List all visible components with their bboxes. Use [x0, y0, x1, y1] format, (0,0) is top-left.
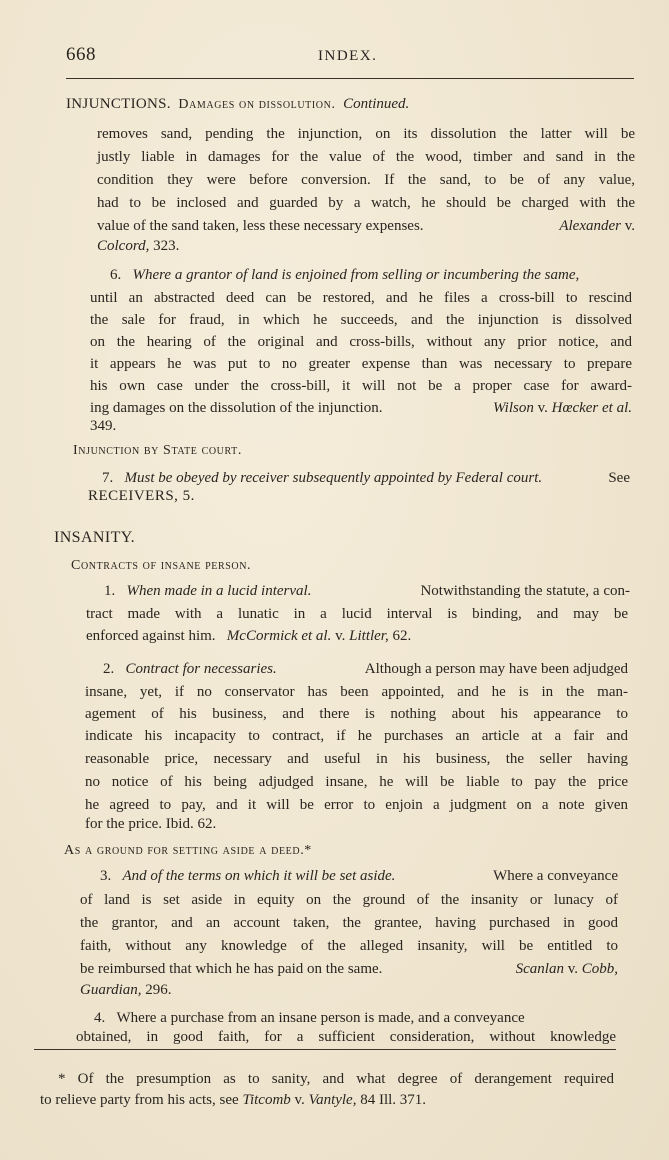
injunctions-heading-line: [66, 93, 409, 116]
text-line: no notice of his being adjudged insane, he will be liable to pay the price: [85, 774, 628, 790]
text-line: obtained, in good faith, for a sufficient consideration, without knowledge: [76, 1029, 616, 1045]
text: value of the sand taken, less these necessary expenses.: [97, 218, 424, 234]
case-name: Alexander: [559, 218, 621, 234]
item-title: And of the terms on which it will be set aside.: [122, 868, 396, 884]
item-title: Must be obeyed by receiver subsequently appointed by Federal court.: [124, 470, 543, 486]
case-name: Colcord,: [97, 238, 150, 254]
running-title: INDEX.: [318, 48, 378, 64]
case-name: Wilson: [492, 400, 534, 416]
citation-page: 323.: [153, 238, 180, 254]
header-rule: [66, 78, 634, 79]
insanity-heading: INSANITY.: [54, 529, 136, 546]
footnote-line-with-citation: [40, 1089, 426, 1111]
cross-reference-receivers: RECEIVERS, 5.: [88, 488, 195, 504]
versus: v.: [624, 218, 635, 234]
case-name: McCormick et al.: [226, 628, 332, 644]
text: be reimbursed that which he has paid on the same.: [80, 961, 383, 977]
text-line: justly liable in damages for the value of the wood, timber and sand in the: [97, 149, 635, 165]
versus: v.: [567, 961, 578, 977]
text-line: for the price. Ibid. 62.: [85, 816, 217, 832]
case-name: Littler,: [349, 628, 389, 644]
running-head: [66, 44, 631, 68]
text: enforced against him.: [86, 628, 216, 644]
setting-aside-deed-subheading: As a ground for setting aside a deed.*: [64, 843, 312, 858]
citation-page: 349.: [90, 418, 117, 434]
case-name: Cobb,: [581, 961, 618, 977]
continued-label: Continued.: [343, 96, 410, 112]
footnote-line: * Of the presumption as to sanity, and what degree of derangement required: [58, 1071, 614, 1087]
text: Notwithstanding the statute, a con-: [420, 583, 630, 599]
text: Although a person may have been adjudged: [364, 661, 628, 677]
text-line: agement of his business, and there is nothing about his appearance to: [85, 706, 628, 722]
text-line: had to be inclosed and guarded by a watch, he should be charged with the: [97, 195, 635, 211]
text-line-with-citation: [80, 958, 618, 980]
versus: v.: [537, 400, 548, 416]
text-line: his own case under the cross-bill, it will not be a proper case for award-: [90, 378, 632, 394]
item-number: 3.: [100, 868, 112, 884]
text-line: indicate his incapacity to contract, if he purchases an article at a fair and: [85, 728, 628, 744]
versus: v.: [294, 1092, 305, 1108]
text: Where a purchase from an insane person is made, and a conveyance: [116, 1010, 525, 1026]
injunctions-subheading: Damages on dissolution.: [178, 97, 336, 112]
item-number: 7.: [102, 470, 114, 486]
text: Where a conveyance: [493, 868, 618, 884]
text-line-with-citation: [97, 215, 635, 237]
case-name: Guardian,: [80, 982, 142, 998]
reporter-citation: 84 Ill. 371.: [360, 1092, 427, 1108]
item-6-first-line: [110, 264, 635, 286]
text-line-with-citation: [86, 625, 411, 647]
versus: v.: [335, 628, 346, 644]
text-line: insane, yet, if no conservator has been appointed, and he is in the man-: [85, 684, 628, 700]
text-line: on the hearing of the original and cross-bills, without any prior notice, and: [90, 334, 632, 350]
citation-page: 62.: [392, 628, 412, 644]
citation-page: 296.: [145, 982, 172, 998]
case-name: Titcomb: [242, 1092, 291, 1108]
item-title: Where a grantor of land is enjoined from selling or incumbering the same,: [132, 267, 580, 283]
item-2-first-line: [103, 658, 628, 680]
citation-line: [80, 979, 172, 1001]
text-line: the sale for fraud, in which he succeeds, and the injunction is dissolved: [90, 312, 632, 328]
text: to relieve party from his acts, see: [40, 1092, 239, 1108]
injunctions-heading: INJUNCTIONS.: [66, 96, 171, 112]
text-line: removes sand, pending the injunction, on its dissolution the latter will be: [97, 126, 635, 142]
text-line: of land is set aside in equity on the ground of the insanity or lunacy of: [80, 892, 618, 908]
text-line-with-citation: [90, 397, 632, 419]
item-number: 6.: [110, 267, 122, 283]
text-line: reasonable price, necessary and useful in his business, the seller having: [85, 751, 628, 767]
text-line: tract made with a lunatic in a lucid interval is binding, and may be: [86, 606, 628, 622]
item-1-first-line: [104, 580, 630, 602]
item-number: 1.: [104, 583, 116, 599]
item-3-first-line: [100, 865, 618, 887]
citation-line: [97, 235, 179, 257]
footnote-rule: [34, 1049, 616, 1050]
item-title: When made in a lucid interval.: [126, 583, 312, 599]
case-name: Hœcker et al.: [551, 400, 632, 416]
item-title: Contract for necessaries.: [125, 661, 277, 677]
case-name: Scanlan: [515, 961, 564, 977]
text-line: it appears he was put to no greater expense than was necessary to prepare: [90, 356, 632, 372]
text: ing damages on the dissolution of the injunction.: [90, 400, 383, 416]
text-line: until an abstracted deed can be restored, and he files a cross-bill to rescind: [90, 290, 632, 306]
contracts-subheading: Contracts of insane person.: [71, 558, 252, 573]
text-line: condition they were before conversion. If the sand, to be of any value,: [97, 172, 635, 188]
text-line: faith, without any knowledge of the alleged insanity, will be entitled to: [80, 938, 618, 954]
item-number: 4.: [94, 1010, 106, 1026]
text-line: he agreed to pay, and it will be error to enjoin a judgment on a note given: [85, 797, 628, 813]
case-name: Vantyle,: [308, 1092, 357, 1108]
text-line: the grantor, and an account taken, the grantee, having purchased in good: [80, 915, 618, 931]
see-label: See: [608, 470, 630, 486]
injunction-state-court-subheading: Injunction by State court.: [73, 443, 242, 458]
page-number: 668: [66, 44, 96, 65]
item-number: 2.: [103, 661, 115, 677]
